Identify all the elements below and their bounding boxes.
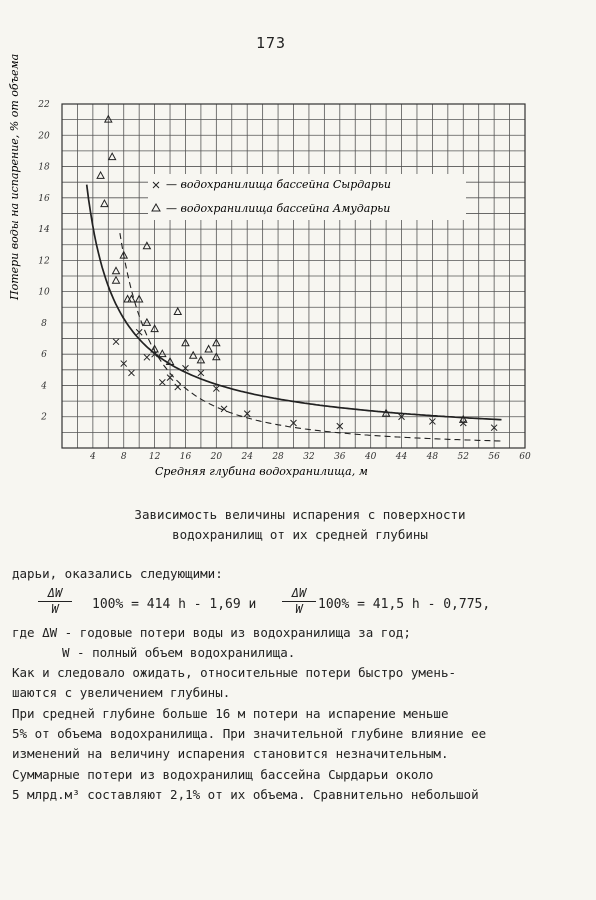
x-tick-label: 12 (148, 452, 161, 462)
y-tick-label: 18 (38, 162, 50, 173)
definition-w: W - полный объем водохранилища. (62, 645, 296, 660)
data-points (97, 116, 497, 431)
point-syrdarya (175, 384, 181, 390)
y-tick-label: 14 (38, 225, 50, 236)
fraction-denominator: W (51, 602, 59, 616)
formula-fraction-1 (38, 586, 72, 616)
point-amudarya (113, 277, 120, 284)
legend-label-amudarya: — водохранилища бассейна Амударьи (166, 202, 391, 215)
x-tick-labels (89, 452, 531, 462)
y-tick-label: 6 (41, 350, 47, 361)
point-syrdarya (128, 370, 134, 376)
y-tick-label: 16 (38, 193, 50, 204)
x-tick-label: 40 (364, 452, 377, 462)
point-amudarya (101, 200, 108, 207)
point-amudarya (97, 172, 104, 179)
point-syrdarya (113, 339, 119, 345)
legend (148, 174, 466, 220)
definition-delta-w: где ΔW - годовые потери воды из водохранилища за год; (12, 625, 411, 640)
y-tick-label: 22 (38, 100, 50, 110)
paragraph-1-line-2: шаются с увеличением глубины. (12, 685, 231, 700)
figure-caption-line-1: Зависимость величины испарения с поверхности (134, 507, 466, 522)
y-tick-labels (37, 100, 50, 423)
x-tick-label: 56 (488, 452, 500, 462)
paragraph-2-line-3: изменений на величину испарения становится незначительным. (12, 746, 449, 761)
page-number: 173 (256, 34, 287, 52)
paragraph-2-line-2: 5% от объема водохранилища. При значительной глубине влияние ее (12, 726, 487, 741)
figure-caption-line-2: водохранилищ от их средней глубины (172, 527, 428, 542)
point-amudarya (109, 153, 116, 160)
point-amudarya (159, 350, 166, 357)
x-tick-label: 24 (241, 452, 253, 462)
x-tick-label: 44 (395, 452, 408, 462)
formula-solid-curve: 100% = 41,5 h - 0,775, (318, 597, 491, 612)
x-tick-label: 52 (457, 452, 469, 462)
paragraph-1-line-1: Как и следовало ожидать, относительные потери быстро умень- (12, 665, 457, 680)
point-amudarya (174, 308, 181, 315)
formula-fraction-2 (282, 586, 316, 616)
text-line: дарьи, оказались следующими: (12, 566, 223, 581)
y-tick-label: 20 (38, 131, 50, 142)
paragraph-2-line-1: При средней глубине больше 16 м потери на испарение меньше (12, 706, 449, 721)
x-axis-label: Средняя глубина водохранилища, м (155, 465, 368, 478)
x-tick-label: 8 (120, 452, 127, 462)
point-amudarya (113, 267, 120, 274)
x-tick-label: 28 (272, 452, 284, 462)
x-tick-label: 16 (179, 452, 192, 462)
point-amudarya (143, 319, 150, 326)
fraction-denominator: W (295, 602, 303, 616)
y-tick-label: 12 (38, 256, 50, 267)
y-tick-label: 10 (38, 287, 50, 298)
paragraph-3-line-1: Суммарные потери из водохранилищ бассейна Сырдарьи около (12, 767, 434, 782)
y-tick-label: 4 (41, 381, 47, 392)
point-syrdarya (144, 354, 150, 360)
x-tick-label: 48 (426, 452, 439, 462)
x-tick-label: 20 (210, 452, 223, 462)
fraction-numerator: ΔW (282, 586, 316, 602)
point-amudarya (190, 352, 197, 359)
formula-dashed-curve: 100% = 414 h - 1,69 и (92, 597, 257, 612)
chart-grid (62, 104, 525, 448)
y-axis-label: Потери воды на испарение, % от объема (8, 53, 21, 300)
dashed-fit-curve (120, 233, 502, 441)
point-syrdarya (159, 379, 165, 385)
x-tick-label: 32 (303, 452, 315, 462)
fitted-curves (87, 185, 502, 441)
x-tick-label: 36 (334, 452, 346, 462)
paragraph-3-line-2: 5 млрд.м³ составляют 2,1% от их объема. Сравнительно небольшой (12, 787, 479, 802)
x-tick-label: 60 (519, 452, 531, 462)
point-amudarya (143, 242, 150, 249)
y-tick-label: 8 (41, 318, 47, 329)
legend-label-syrdarya: — водохранилища бассейна Сырдарьи (166, 178, 391, 191)
y-tick-label: 2 (41, 412, 47, 423)
x-tick-label: 4 (89, 452, 96, 462)
fraction-numerator: ΔW (38, 586, 72, 602)
point-amudarya (205, 345, 212, 352)
